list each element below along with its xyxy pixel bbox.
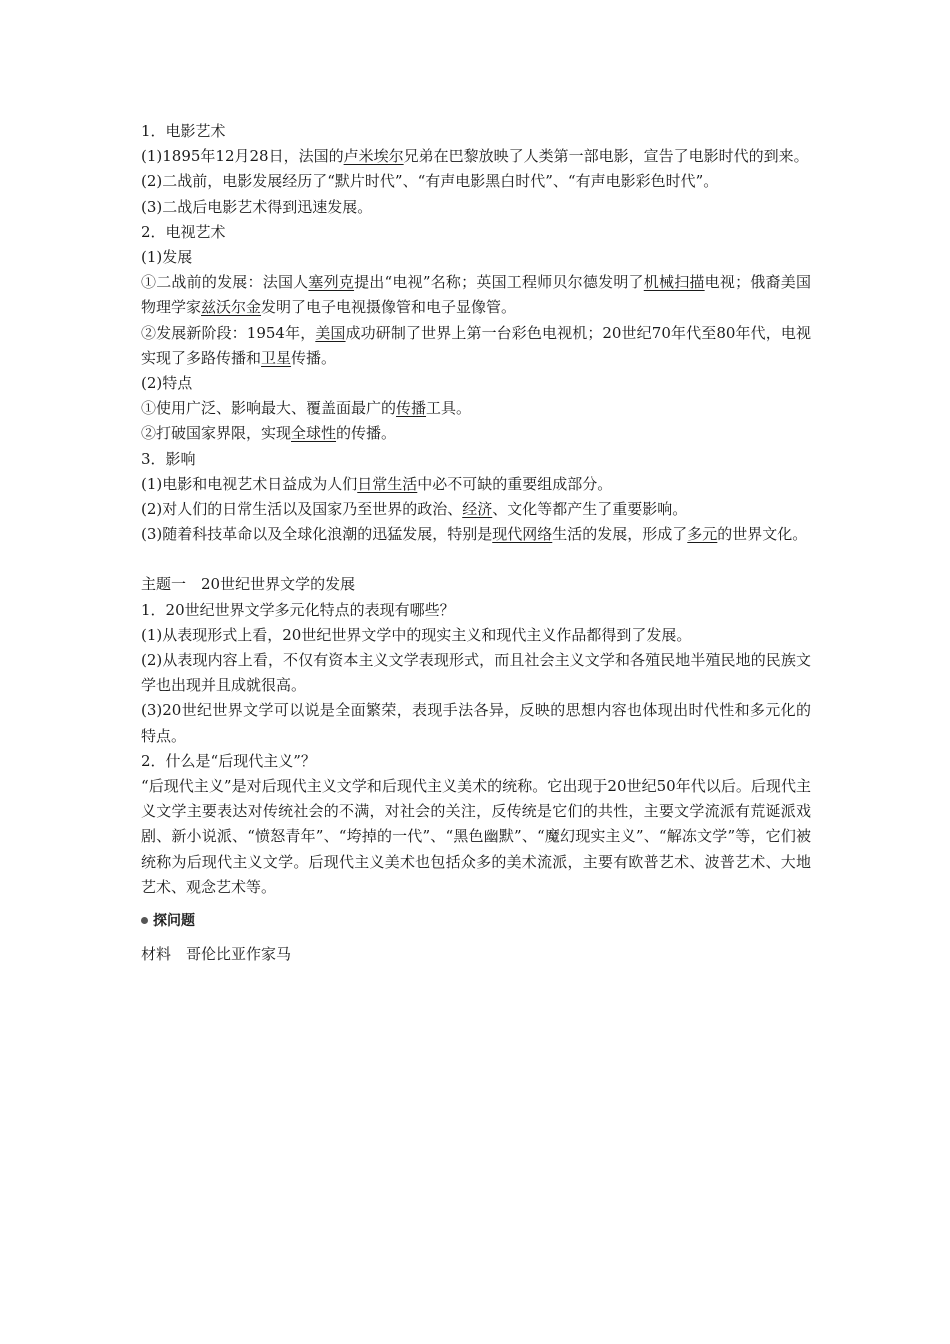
tv-feat-2 <box>141 421 811 446</box>
underlined-term: 美国 <box>315 323 346 342</box>
text-run: (3)随着科技革命以及全球化浪潮的迅猛发展，特别是 <box>141 525 493 544</box>
text-run: ②打破国家界限，实现 <box>141 424 292 443</box>
text-run: 工具。 <box>426 399 472 418</box>
text-run: 提出“电视”名称；英国工程师贝尔德发明了 <box>354 273 644 292</box>
text-run: 兄弟在巴黎放映了人类第一部电影，宣告了电影时代的到来。 <box>403 147 809 166</box>
text-run: 的世界文化。 <box>717 525 808 544</box>
bullet-dot-icon <box>141 917 148 924</box>
text-run: 生活的发展，形成了 <box>552 525 688 544</box>
underlined-term: 多元 <box>687 525 718 544</box>
tv-dev-2 <box>141 321 811 371</box>
text-run: 探问题 <box>153 913 195 930</box>
underlined-term: 现代网络 <box>492 525 553 544</box>
document-page <box>141 119 811 968</box>
text-run: (1)1895年12月28日，法国的 <box>141 147 344 166</box>
underlined-term: 经济 <box>462 500 493 519</box>
text-run: 中必不可缺的重要组成部分。 <box>417 474 613 493</box>
text-run: 的传播。 <box>336 424 397 443</box>
impact-3 <box>141 522 811 547</box>
topic-question-2: 2．什么是“后现代主义”？ <box>141 751 316 770</box>
tv-feat-1 <box>141 396 811 421</box>
topic-answer-3: (3)20世纪世界文学可以说是全面繁荣，表现手法各异，反映的思想内容也体现出时代性和多元化的特点。 <box>141 701 811 745</box>
topic-answer-2: (2)从表现内容上看，不仅有资本主义文学表现形式，而且社会主义文学和各殖民地半殖民地的民族文学也出现并且成就很高。 <box>141 651 811 695</box>
film-paragraph-2: (2)二战前，电影发展经历了“默片时代”、“有声电影黑白时代”、“有声电影彩色时代”。 <box>141 172 719 191</box>
section-gap <box>141 547 811 572</box>
film-heading: 1．电影艺术 <box>141 122 226 140</box>
underlined-term: 卫星 <box>261 348 292 367</box>
tv-dev-heading: (1)发展 <box>141 248 193 267</box>
underlined-term: 传播 <box>396 399 427 418</box>
text-run: ②发展新阶段：1954年， <box>141 323 316 342</box>
film-paragraph-1 <box>141 144 811 169</box>
inquiry-section-label <box>141 908 811 934</box>
impact-2 <box>141 497 811 522</box>
inquiry-material: 材料 哥伦比亚作家马 <box>141 945 292 964</box>
tv-dev-1 <box>141 270 811 320</box>
underlined-term: 日常生活 <box>357 474 418 493</box>
tv-heading: 2．电视艺术 <box>141 222 226 241</box>
topic-title: 主题一 20世纪世界文学的发展 <box>141 575 356 594</box>
film-paragraph-3: (3)二战后电影艺术得到迅速发展。 <box>141 197 373 216</box>
text-run: ①二战前的发展：法国人 <box>141 273 309 292</box>
impact-heading: 3．影响 <box>141 449 196 468</box>
text-run: 、文化等都产生了重要影响。 <box>492 500 688 519</box>
text-run: 发明了电子电视摄像管和电子显像管。 <box>261 298 517 317</box>
impact-1 <box>141 472 811 497</box>
underlined-term: 卢米埃尔 <box>343 147 404 166</box>
underlined-term: 塞列克 <box>308 273 355 292</box>
text-run: ①使用广泛、影响最大、覆盖面最广的 <box>141 399 397 418</box>
text-run: 传播。 <box>291 348 337 367</box>
topic-answer-4: “后现代主义”是对后现代主义文学和后现代主义美术的统称。它出现于20世纪50年代以后。后现代主义文学主要表达对传统社会的不满，对社会的关注，反传统是它们的共性，主要文学流派有荒诞派戏剧、新小说派、“愤怒青年”、“垮掉的一代”、“黑色幽默”、“魔幻现实主义”、“解冻文学”等，它们被统称为后现代主义文学。后现代主义美术也包括众多的美术流派，主要有欧普艺术、波普艺术、大地艺术、观念艺术等。 <box>141 777 811 896</box>
tv-feat-heading: (2)特点 <box>141 374 193 393</box>
text-run: 成功研制了世界上第一台彩色电视机；20世纪70年代至80年代，电视实现了多路传播和 <box>141 323 811 367</box>
topic-question-1: 1．20世纪世界文学多元化特点的表现有哪些？ <box>141 600 455 619</box>
underlined-term: 机械扫描 <box>643 273 705 292</box>
text-run: 电视；俄裔美国物理学家 <box>141 273 811 317</box>
text-run: (2)对人们的日常生活以及国家乃至世界的政治、 <box>141 500 463 519</box>
topic-answer-1: (1)从表现形式上看，20世纪世界文学中的现实主义和现代主义作品都得到了发展。 <box>141 625 692 644</box>
underlined-term: 兹沃尔金 <box>201 298 262 317</box>
underlined-term: 全球性 <box>291 424 337 443</box>
text-run: (1)电影和电视艺术日益成为人们 <box>141 474 358 493</box>
